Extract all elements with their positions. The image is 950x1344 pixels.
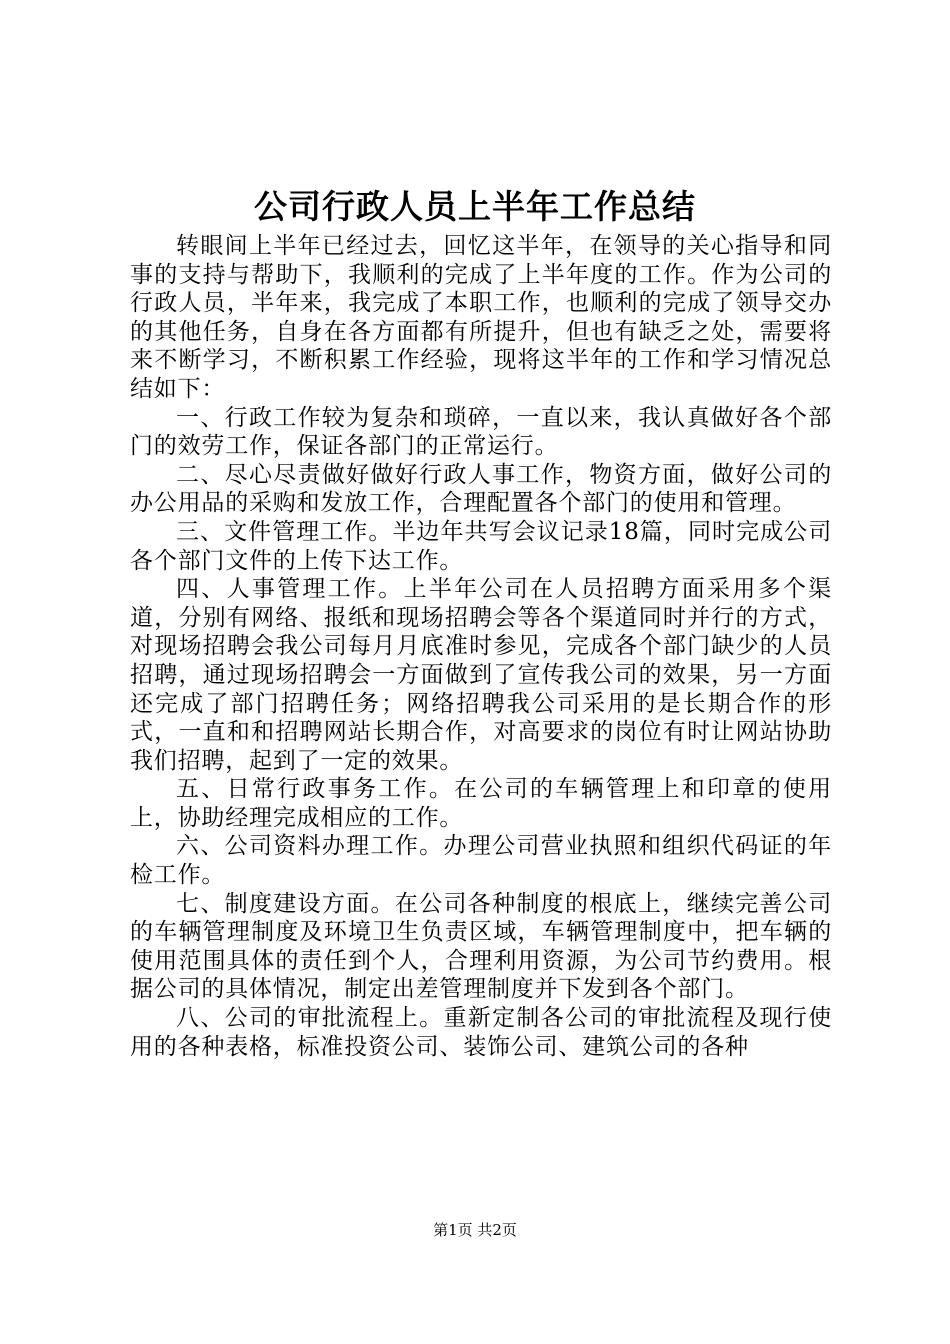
paragraph-1: 一、行政工作较为复杂和琐碎，一直以来，我认真做好各个部门的效劳工作，保证各部门的正常运行。: [130, 404, 832, 460]
page-footer: 第1页 共2页: [433, 1221, 517, 1239]
document-body: [130, 232, 832, 1061]
paragraph-7: 七、制度建设方面。在公司各种制度的根底上，继续完善公司的车辆管理制度及环境卫生负责区域，车辆管理制度中，把车辆的使用范围具体的责任到个人，合理利用资源，为公司节约费用。根据公司的具体情况，制定出差管理制度并下发到各个部门。: [130, 890, 832, 1003]
paragraph-3: 三、文件管理工作。半边年共写会议记录18篇，同时完成公司各个部门文件的上传下达工作。: [130, 518, 832, 574]
paragraph-8: 八、公司的审批流程上。重新定制各公司的审批流程及现行使用的各种表格，标准投资公司、装饰公司、建筑公司的各种: [130, 1005, 832, 1060]
paragraph-5: 五、日常行政事务工作。在公司的车辆管理上和印章的使用上，协助经理完成相应的工作。: [130, 776, 832, 831]
paragraph-2: 二、尽心尽责做好做好行政人事工作，物资方面，做好公司的办公用品的采购和发放工作，合理配置各个部门的使用和管理。: [130, 461, 832, 517]
paragraph-intro: 转眼间上半年已经过去，回忆这半年，在领导的关心指导和同事的支持与帮助下，我顺利的完成了上半年度的工作。作为公司的行政人员，半年来，我完成了本职工作，也顺利的完成了领导交办的其他任务，自身在各方面都有所提升，但也有缺乏之处，需要将来不断学习，不断积累工作经验，现将这半年的工作和学习情况总结如下：: [130, 233, 832, 402]
paragraph-6: 六、公司资料办理工作。办理公司营业执照和组织代码证的年检工作。: [130, 833, 832, 889]
paragraph-4: 四、人事管理工作。上半年公司在人员招聘方面采用多个渠道，分别有网络、报纸和现场招聘会等各个渠道同时并行的方式，对现场招聘会我公司每月月底准时参见，完成各个部门缺少的人员招聘，通过现场招聘会一方面做到了宣传我公司的效果，另一方面还完成了部门招聘任务；网络招聘我公司采用的是长期合作的形式，一直和和招聘网站长期合作，对高要求的岗位有时让网站协助我们招聘，起到了一定的效果。: [130, 576, 832, 774]
document-title: 公司行政人员上半年工作总结: [254, 187, 696, 226]
